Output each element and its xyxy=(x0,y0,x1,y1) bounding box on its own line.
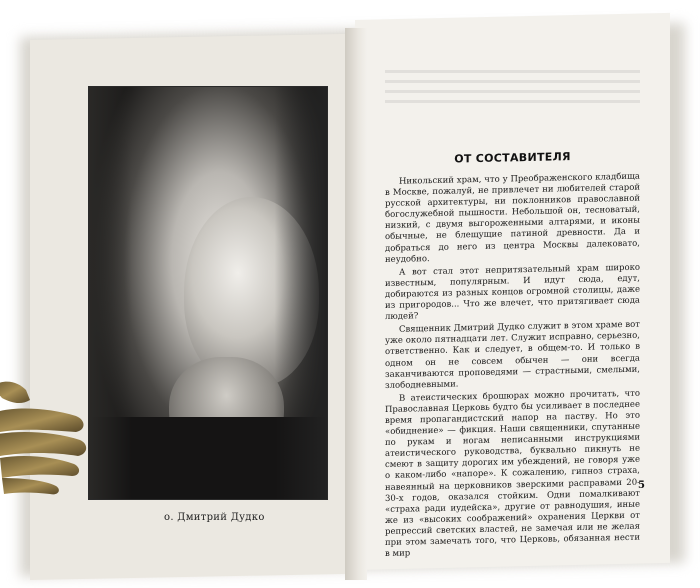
right-page-text xyxy=(385,79,640,563)
photo-caption: о. Дмитрий Дудко xyxy=(164,512,265,523)
brass-hand-bookholder xyxy=(0,378,90,496)
paragraph: Никольский храм, что у Преображенского кладбища в Москве, пожалуй, не привлечет ни любителей старой русской архитектуры, ни поклонников православной богослужебной пышности. Небольшой он, тесноватый, низкий, с двумя выгороженными алтарями, и иконы обычные, не блещущие патиной древности. Да и добраться до него из центра Москвы далековато, неудобно. xyxy=(385,171,640,265)
paragraph: В атеистических брошюрах можно прочитать, что Православная Церковь будто бы усиливает в последнее время пропагандистский напор на паству. Но это «обиднение» — фикция. Наши священники, спутанные по рукам и ногам неписанными инструкциями атеистического руководства, буквально пикнуть не смеют в защиту дорогих им убеждений, не говоря уже о каком-либо «напоре». К сожалению, гипноз страха, навеянный на церковников зверскими расправами 20-30-х годов, оказался стойким. Одни помалкивают «страха ради иудейска», другие от равнодушия, иные же из «высоких соображений» охранения Церкви от репрессий светских властей, не замечая или не желая при этом замечать того, что Церковь, обязанная нести в мир xyxy=(385,388,640,560)
paragraph: Священник Дмитрий Дудко служит в этом храме вот уже около пятнадцати лет. Служит исправно, серьезно, ответственно. Как и следует, в общем-то. И только в одном он не совсем обычен — они всегда заканчиваются проповедями — страстными, смелыми, злободневными. xyxy=(385,319,640,391)
book-gutter xyxy=(345,28,367,580)
portrait-shading xyxy=(89,87,327,499)
section-heading: ОТ СОСТАВИТЕЛЯ xyxy=(454,150,571,166)
paragraph: А вот стал этот непритязательный храм широко известным, популярным. И идут сюда, едут, добираются из разных концов огромной столицы, даже из пригородов... Что же влечет, что притягивает сюда людей? xyxy=(385,262,640,323)
page-number: 5 xyxy=(638,480,645,491)
portrait-photo xyxy=(88,86,328,500)
